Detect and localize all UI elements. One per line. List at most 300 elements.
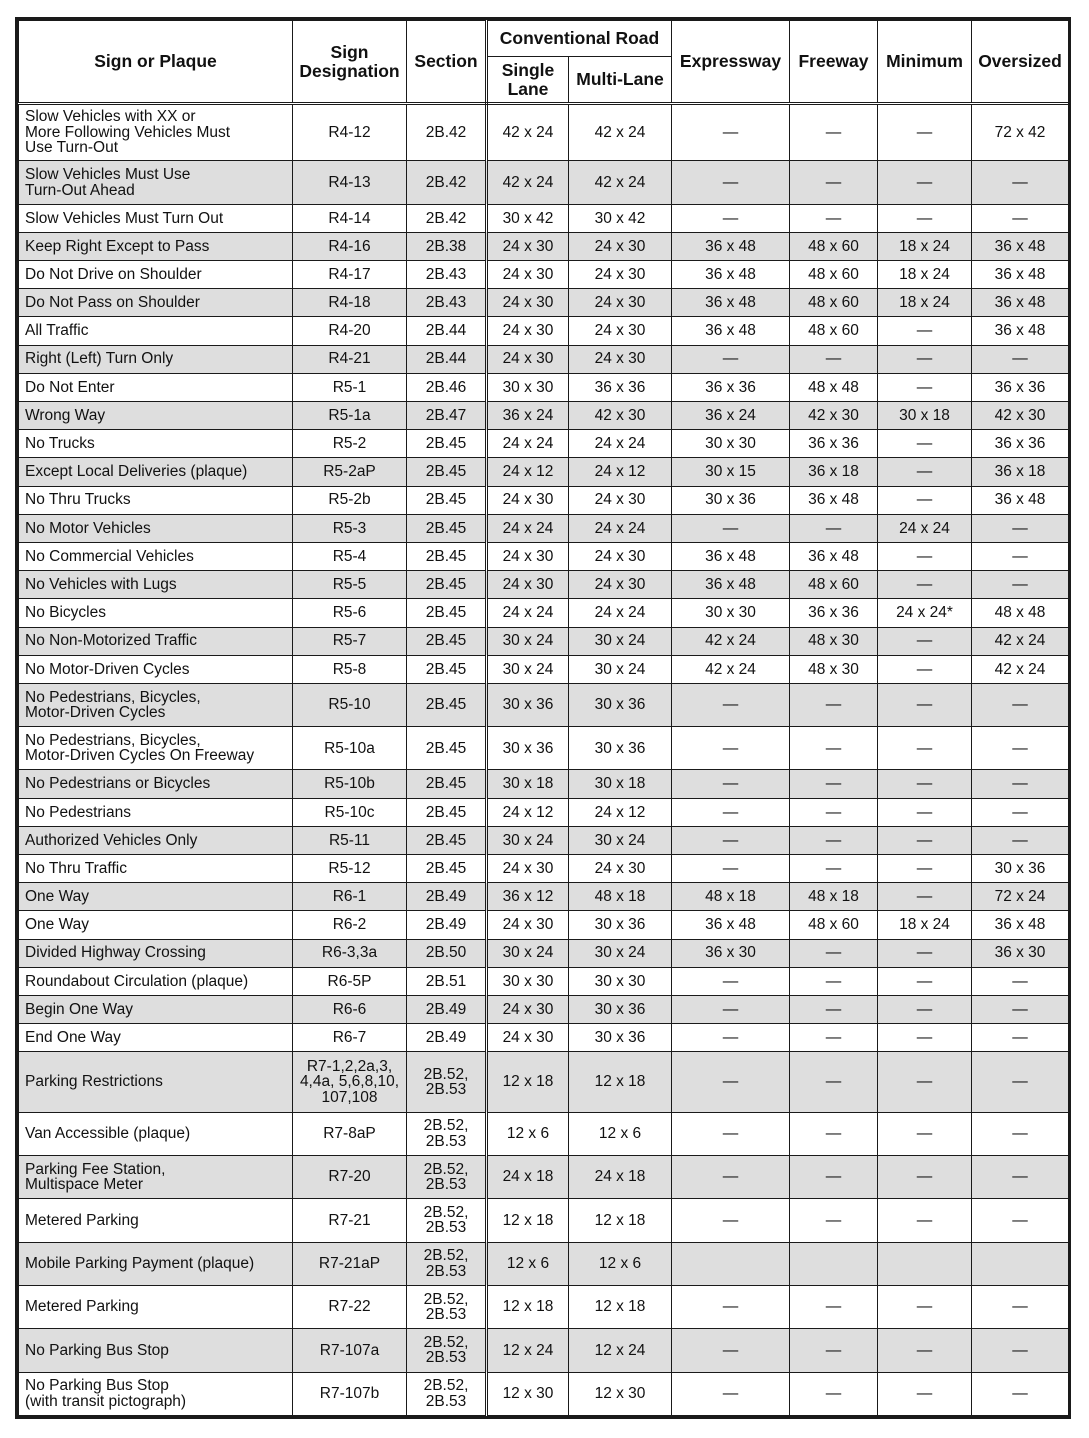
sign-designation-cell: R5-3: [293, 514, 407, 542]
table-row: [19, 1024, 1069, 1052]
minimum-size-cell: —: [878, 770, 972, 798]
sign-designation-cell: R4-17: [293, 261, 407, 289]
sign-name-cell: No Pedestrians or Bicycles: [19, 770, 293, 798]
sign-designation-cell: R5-8: [293, 655, 407, 683]
expressway-size-cell: —: [672, 1052, 790, 1112]
single-lane-size-cell: 24 x 12: [487, 798, 569, 826]
sign-designation-cell: R7-107b: [293, 1372, 407, 1415]
multi-lane-size-cell: 24 x 12: [569, 458, 672, 486]
header-oversized: Oversized: [972, 21, 1069, 104]
section-cell: 2B.45: [407, 727, 487, 770]
oversized-size-cell: 36 x 48: [972, 261, 1069, 289]
minimum-size-cell: —: [878, 204, 972, 232]
single-lane-size-cell: 30 x 24: [487, 655, 569, 683]
single-lane-size-cell: 30 x 36: [487, 727, 569, 770]
section-cell: 2B.45: [407, 798, 487, 826]
multi-lane-size-cell: 42 x 24: [569, 161, 672, 204]
table-row: [19, 289, 1069, 317]
sign-name-cell: No Motor-Driven Cycles: [19, 655, 293, 683]
table-row: [19, 345, 1069, 373]
freeway-size-cell: —: [790, 161, 878, 204]
expressway-size-cell: 36 x 48: [672, 542, 790, 570]
single-lane-size-cell: 24 x 24: [487, 599, 569, 627]
freeway-size-cell: —: [790, 104, 878, 161]
section-cell: 2B.45: [407, 458, 487, 486]
table-row: [19, 1156, 1069, 1199]
sign-name-cell: Slow Vehicles Must Turn Out: [19, 204, 293, 232]
sign-designation-cell: R5-10b: [293, 770, 407, 798]
table-row: [19, 104, 1069, 161]
section-cell: 2B.45: [407, 855, 487, 883]
multi-lane-size-cell: 42 x 24: [569, 104, 672, 161]
table-row: [19, 655, 1069, 683]
multi-lane-size-cell: 30 x 24: [569, 627, 672, 655]
single-lane-size-cell: 12 x 18: [487, 1052, 569, 1112]
sign-designation-cell: R5-1: [293, 373, 407, 401]
sign-name-cell: Divided Highway Crossing: [19, 939, 293, 967]
multi-lane-size-cell: 30 x 42: [569, 204, 672, 232]
minimum-size-cell: —: [878, 345, 972, 373]
expressway-size-cell: 30 x 36: [672, 486, 790, 514]
section-cell: 2B.52, 2B.53: [407, 1372, 487, 1415]
sign-name-cell: Do Not Drive on Shoulder: [19, 261, 293, 289]
sign-name-cell: No Motor Vehicles: [19, 514, 293, 542]
minimum-size-cell: 24 x 24: [878, 514, 972, 542]
oversized-size-cell: —: [972, 1285, 1069, 1328]
single-lane-size-cell: 24 x 30: [487, 261, 569, 289]
single-lane-size-cell: 42 x 24: [487, 104, 569, 161]
expressway-size-cell: 48 x 18: [672, 883, 790, 911]
section-cell: 2B.45: [407, 683, 487, 726]
single-lane-size-cell: 12 x 6: [487, 1112, 569, 1155]
section-cell: 2B.51: [407, 967, 487, 995]
expressway-size-cell: —: [672, 967, 790, 995]
table-row: [19, 770, 1069, 798]
freeway-size-cell: —: [790, 1156, 878, 1199]
oversized-size-cell: —: [972, 967, 1069, 995]
freeway-size-cell: —: [790, 1112, 878, 1155]
sign-name-cell: No Parking Bus Stop (with transit pictograph): [19, 1372, 293, 1415]
single-lane-size-cell: 24 x 12: [487, 458, 569, 486]
minimum-size-cell: —: [878, 1199, 972, 1242]
expressway-size-cell: —: [672, 826, 790, 854]
section-cell: 2B.49: [407, 1024, 487, 1052]
sign-designation-cell: R5-10c: [293, 798, 407, 826]
sign-designation-cell: R7-107a: [293, 1329, 407, 1372]
freeway-size-cell: 48 x 60: [790, 261, 878, 289]
sign-size-table: [18, 20, 1069, 1416]
sign-name-cell: Metered Parking: [19, 1285, 293, 1328]
sign-size-table-frame: [15, 17, 1071, 1419]
single-lane-size-cell: 30 x 42: [487, 204, 569, 232]
freeway-size-cell: 48 x 60: [790, 317, 878, 345]
multi-lane-size-cell: 24 x 24: [569, 430, 672, 458]
minimum-size-cell: —: [878, 317, 972, 345]
single-lane-size-cell: 24 x 30: [487, 542, 569, 570]
header-expressway: Expressway: [672, 21, 790, 104]
sign-designation-cell: R4-13: [293, 161, 407, 204]
oversized-size-cell: 72 x 42: [972, 104, 1069, 161]
section-cell: 2B.45: [407, 826, 487, 854]
sign-designation-cell: R5-11: [293, 826, 407, 854]
multi-lane-size-cell: 24 x 24: [569, 599, 672, 627]
minimum-size-cell: 18 x 24: [878, 289, 972, 317]
single-lane-size-cell: 30 x 36: [487, 683, 569, 726]
section-cell: 2B.45: [407, 571, 487, 599]
header-section: Section: [407, 21, 487, 104]
sign-name-cell: Slow Vehicles Must Use Turn-Out Ahead: [19, 161, 293, 204]
minimum-size-cell: —: [878, 995, 972, 1023]
sign-name-cell: Roundabout Circulation (plaque): [19, 967, 293, 995]
oversized-size-cell: —: [972, 683, 1069, 726]
section-cell: 2B.52, 2B.53: [407, 1242, 487, 1285]
minimum-size-cell: 18 x 24: [878, 911, 972, 939]
freeway-size-cell: 48 x 18: [790, 883, 878, 911]
multi-lane-size-cell: 12 x 6: [569, 1112, 672, 1155]
single-lane-size-cell: 12 x 6: [487, 1242, 569, 1285]
freeway-size-cell: 36 x 48: [790, 542, 878, 570]
single-lane-size-cell: 24 x 30: [487, 571, 569, 599]
sign-name-cell: No Parking Bus Stop: [19, 1329, 293, 1372]
freeway-size-cell: —: [790, 1199, 878, 1242]
table-row: [19, 995, 1069, 1023]
sign-name-cell: Authorized Vehicles Only: [19, 826, 293, 854]
oversized-size-cell: 30 x 36: [972, 855, 1069, 883]
freeway-size-cell: —: [790, 727, 878, 770]
sign-name-cell: Do Not Pass on Shoulder: [19, 289, 293, 317]
single-lane-size-cell: 24 x 30: [487, 345, 569, 373]
table-row: [19, 317, 1069, 345]
multi-lane-size-cell: 30 x 30: [569, 967, 672, 995]
single-lane-size-cell: 24 x 30: [487, 317, 569, 345]
multi-lane-size-cell: 48 x 18: [569, 883, 672, 911]
sign-designation-cell: R6-3,3a: [293, 939, 407, 967]
oversized-size-cell: —: [972, 1329, 1069, 1372]
freeway-size-cell: —: [790, 939, 878, 967]
minimum-size-cell: —: [878, 883, 972, 911]
expressway-size-cell: —: [672, 855, 790, 883]
section-cell: 2B.42: [407, 161, 487, 204]
multi-lane-size-cell: 24 x 30: [569, 261, 672, 289]
single-lane-size-cell: 24 x 30: [487, 911, 569, 939]
freeway-size-cell: —: [790, 995, 878, 1023]
expressway-size-cell: —: [672, 345, 790, 373]
header-minimum: Minimum: [878, 21, 972, 104]
minimum-size-cell: —: [878, 430, 972, 458]
expressway-size-cell: —: [672, 1285, 790, 1328]
single-lane-size-cell: 12 x 30: [487, 1372, 569, 1415]
header-conventional-road: Conventional Road: [487, 21, 672, 57]
oversized-size-cell: —: [972, 1112, 1069, 1155]
minimum-size-cell: —: [878, 939, 972, 967]
section-cell: 2B.49: [407, 995, 487, 1023]
expressway-size-cell: —: [672, 1372, 790, 1415]
oversized-size-cell: [972, 1242, 1069, 1285]
table-row: [19, 232, 1069, 260]
multi-lane-size-cell: 24 x 12: [569, 798, 672, 826]
single-lane-size-cell: 30 x 30: [487, 967, 569, 995]
single-lane-size-cell: 24 x 30: [487, 995, 569, 1023]
oversized-size-cell: 36 x 48: [972, 486, 1069, 514]
oversized-size-cell: 36 x 30: [972, 939, 1069, 967]
section-cell: 2B.47: [407, 402, 487, 430]
minimum-size-cell: —: [878, 458, 972, 486]
table-body: [19, 104, 1069, 1416]
freeway-size-cell: —: [790, 855, 878, 883]
freeway-size-cell: 36 x 36: [790, 599, 878, 627]
table-row: [19, 373, 1069, 401]
minimum-size-cell: —: [878, 571, 972, 599]
minimum-size-cell: —: [878, 161, 972, 204]
table-row: [19, 1052, 1069, 1112]
table-row: [19, 204, 1069, 232]
table-row: [19, 1285, 1069, 1328]
section-cell: 2B.52, 2B.53: [407, 1112, 487, 1155]
single-lane-size-cell: 30 x 18: [487, 770, 569, 798]
sign-designation-cell: R4-18: [293, 289, 407, 317]
expressway-size-cell: 36 x 36: [672, 373, 790, 401]
single-lane-size-cell: 12 x 18: [487, 1199, 569, 1242]
minimum-size-cell: 18 x 24: [878, 232, 972, 260]
oversized-size-cell: 72 x 24: [972, 883, 1069, 911]
sign-designation-cell: R5-10: [293, 683, 407, 726]
multi-lane-size-cell: 30 x 24: [569, 655, 672, 683]
table-row: [19, 683, 1069, 726]
oversized-size-cell: —: [972, 995, 1069, 1023]
oversized-size-cell: 48 x 48: [972, 599, 1069, 627]
expressway-size-cell: 30 x 15: [672, 458, 790, 486]
minimum-size-cell: —: [878, 373, 972, 401]
sign-designation-cell: R5-1a: [293, 402, 407, 430]
minimum-size-cell: —: [878, 798, 972, 826]
multi-lane-size-cell: 30 x 36: [569, 995, 672, 1023]
multi-lane-size-cell: 42 x 30: [569, 402, 672, 430]
table-row: [19, 458, 1069, 486]
section-cell: 2B.45: [407, 599, 487, 627]
freeway-size-cell: 36 x 36: [790, 430, 878, 458]
freeway-size-cell: 48 x 30: [790, 655, 878, 683]
multi-lane-size-cell: 30 x 36: [569, 911, 672, 939]
sign-designation-cell: R7-22: [293, 1285, 407, 1328]
table-row: [19, 627, 1069, 655]
expressway-size-cell: —: [672, 1024, 790, 1052]
table-row: [19, 261, 1069, 289]
oversized-size-cell: 36 x 18: [972, 458, 1069, 486]
single-lane-size-cell: 24 x 30: [487, 486, 569, 514]
section-cell: 2B.45: [407, 514, 487, 542]
sign-designation-cell: R6-2: [293, 911, 407, 939]
sign-name-cell: Do Not Enter: [19, 373, 293, 401]
sign-name-cell: No Thru Traffic: [19, 855, 293, 883]
sign-name-cell: No Trucks: [19, 430, 293, 458]
sign-name-cell: No Non-Motorized Traffic: [19, 627, 293, 655]
single-lane-size-cell: 12 x 18: [487, 1285, 569, 1328]
sign-name-cell: Parking Fee Station, Multispace Meter: [19, 1156, 293, 1199]
freeway-size-cell: —: [790, 1024, 878, 1052]
oversized-size-cell: —: [972, 1156, 1069, 1199]
oversized-size-cell: 36 x 48: [972, 317, 1069, 345]
table-row: [19, 1372, 1069, 1415]
minimum-size-cell: 24 x 24*: [878, 599, 972, 627]
sign-name-cell: End One Way: [19, 1024, 293, 1052]
sign-name-cell: Van Accessible (plaque): [19, 1112, 293, 1155]
single-lane-size-cell: 24 x 18: [487, 1156, 569, 1199]
expressway-size-cell: —: [672, 161, 790, 204]
sign-designation-cell: R5-12: [293, 855, 407, 883]
multi-lane-size-cell: 24 x 30: [569, 289, 672, 317]
minimum-size-cell: —: [878, 1024, 972, 1052]
minimum-size-cell: —: [878, 1112, 972, 1155]
oversized-size-cell: 42 x 24: [972, 627, 1069, 655]
oversized-size-cell: —: [972, 345, 1069, 373]
table-row: [19, 1112, 1069, 1155]
freeway-size-cell: 48 x 60: [790, 911, 878, 939]
sign-designation-cell: R5-2aP: [293, 458, 407, 486]
expressway-size-cell: —: [672, 995, 790, 1023]
section-cell: 2B.44: [407, 345, 487, 373]
sign-designation-cell: R6-5P: [293, 967, 407, 995]
section-cell: 2B.52, 2B.53: [407, 1285, 487, 1328]
section-cell: 2B.38: [407, 232, 487, 260]
sign-name-cell: One Way: [19, 883, 293, 911]
single-lane-size-cell: 24 x 24: [487, 430, 569, 458]
sign-designation-cell: R6-6: [293, 995, 407, 1023]
single-lane-size-cell: 24 x 24: [487, 514, 569, 542]
minimum-size-cell: [878, 1242, 972, 1285]
oversized-size-cell: 36 x 48: [972, 232, 1069, 260]
expressway-size-cell: 36 x 48: [672, 232, 790, 260]
multi-lane-size-cell: 12 x 30: [569, 1372, 672, 1415]
expressway-size-cell: —: [672, 204, 790, 232]
expressway-size-cell: 36 x 48: [672, 911, 790, 939]
minimum-size-cell: —: [878, 655, 972, 683]
multi-lane-size-cell: 24 x 18: [569, 1156, 672, 1199]
sign-name-cell: Begin One Way: [19, 995, 293, 1023]
freeway-size-cell: —: [790, 514, 878, 542]
table-row: [19, 1242, 1069, 1285]
single-lane-size-cell: 30 x 30: [487, 373, 569, 401]
header-single-lane: Single Lane: [487, 57, 569, 104]
minimum-size-cell: —: [878, 104, 972, 161]
freeway-size-cell: 36 x 18: [790, 458, 878, 486]
expressway-size-cell: 42 x 24: [672, 655, 790, 683]
table-row: [19, 855, 1069, 883]
multi-lane-size-cell: 24 x 30: [569, 542, 672, 570]
header-row-top: [19, 21, 1069, 57]
expressway-size-cell: 36 x 24: [672, 402, 790, 430]
sign-name-cell: No Commercial Vehicles: [19, 542, 293, 570]
minimum-size-cell: —: [878, 1372, 972, 1415]
multi-lane-size-cell: 24 x 30: [569, 571, 672, 599]
oversized-size-cell: —: [972, 826, 1069, 854]
minimum-size-cell: 18 x 24: [878, 261, 972, 289]
freeway-size-cell: —: [790, 204, 878, 232]
sign-designation-cell: R5-6: [293, 599, 407, 627]
sign-designation-cell: R7-1,2,2a,3, 4,4a, 5,6,8,10, 107,108: [293, 1052, 407, 1112]
sign-designation-cell: R4-21: [293, 345, 407, 373]
section-cell: 2B.49: [407, 911, 487, 939]
freeway-size-cell: [790, 1242, 878, 1285]
minimum-size-cell: —: [878, 727, 972, 770]
oversized-size-cell: —: [972, 542, 1069, 570]
sign-name-cell: Right (Left) Turn Only: [19, 345, 293, 373]
multi-lane-size-cell: 12 x 24: [569, 1329, 672, 1372]
freeway-size-cell: —: [790, 1372, 878, 1415]
section-cell: 2B.45: [407, 655, 487, 683]
sign-designation-cell: R7-21aP: [293, 1242, 407, 1285]
table-row: [19, 939, 1069, 967]
sign-designation-cell: R4-20: [293, 317, 407, 345]
freeway-size-cell: 48 x 30: [790, 627, 878, 655]
section-cell: 2B.49: [407, 883, 487, 911]
oversized-size-cell: —: [972, 514, 1069, 542]
oversized-size-cell: —: [972, 770, 1069, 798]
section-cell: 2B.45: [407, 542, 487, 570]
minimum-size-cell: —: [878, 1285, 972, 1328]
expressway-size-cell: 36 x 48: [672, 289, 790, 317]
table-row: [19, 599, 1069, 627]
section-cell: 2B.52, 2B.53: [407, 1199, 487, 1242]
sign-designation-cell: R6-1: [293, 883, 407, 911]
multi-lane-size-cell: 24 x 30: [569, 855, 672, 883]
header-multi-lane: Multi-Lane: [569, 57, 672, 104]
table-row: [19, 883, 1069, 911]
freeway-size-cell: 48 x 60: [790, 571, 878, 599]
section-cell: 2B.52, 2B.53: [407, 1156, 487, 1199]
freeway-size-cell: 48 x 48: [790, 373, 878, 401]
oversized-size-cell: —: [972, 161, 1069, 204]
section-cell: 2B.43: [407, 289, 487, 317]
oversized-size-cell: —: [972, 204, 1069, 232]
expressway-size-cell: —: [672, 1156, 790, 1199]
freeway-size-cell: 48 x 60: [790, 232, 878, 260]
minimum-size-cell: —: [878, 1052, 972, 1112]
multi-lane-size-cell: 30 x 24: [569, 826, 672, 854]
freeway-size-cell: 42 x 30: [790, 402, 878, 430]
minimum-size-cell: —: [878, 826, 972, 854]
table-row: [19, 967, 1069, 995]
oversized-size-cell: —: [972, 727, 1069, 770]
expressway-size-cell: —: [672, 727, 790, 770]
minimum-size-cell: —: [878, 855, 972, 883]
expressway-size-cell: —: [672, 1112, 790, 1155]
freeway-size-cell: 48 x 60: [790, 289, 878, 317]
freeway-size-cell: —: [790, 1052, 878, 1112]
sign-designation-cell: R4-12: [293, 104, 407, 161]
expressway-size-cell: 36 x 30: [672, 939, 790, 967]
freeway-size-cell: —: [790, 683, 878, 726]
sign-designation-cell: R4-16: [293, 232, 407, 260]
expressway-size-cell: —: [672, 798, 790, 826]
minimum-size-cell: —: [878, 486, 972, 514]
minimum-size-cell: 30 x 18: [878, 402, 972, 430]
expressway-size-cell: —: [672, 104, 790, 161]
expressway-size-cell: 36 x 48: [672, 261, 790, 289]
single-lane-size-cell: 42 x 24: [487, 161, 569, 204]
oversized-size-cell: —: [972, 1199, 1069, 1242]
section-cell: 2B.46: [407, 373, 487, 401]
sign-name-cell: Metered Parking: [19, 1199, 293, 1242]
table-row: [19, 798, 1069, 826]
sign-name-cell: One Way: [19, 911, 293, 939]
section-cell: 2B.45: [407, 627, 487, 655]
section-cell: 2B.52, 2B.53: [407, 1052, 487, 1112]
multi-lane-size-cell: 30 x 24: [569, 939, 672, 967]
multi-lane-size-cell: 36 x 36: [569, 373, 672, 401]
oversized-size-cell: —: [972, 1024, 1069, 1052]
sign-name-cell: Slow Vehicles with XX or More Following Vehicles Must Use Turn-Out: [19, 104, 293, 161]
sign-designation-cell: R5-10a: [293, 727, 407, 770]
